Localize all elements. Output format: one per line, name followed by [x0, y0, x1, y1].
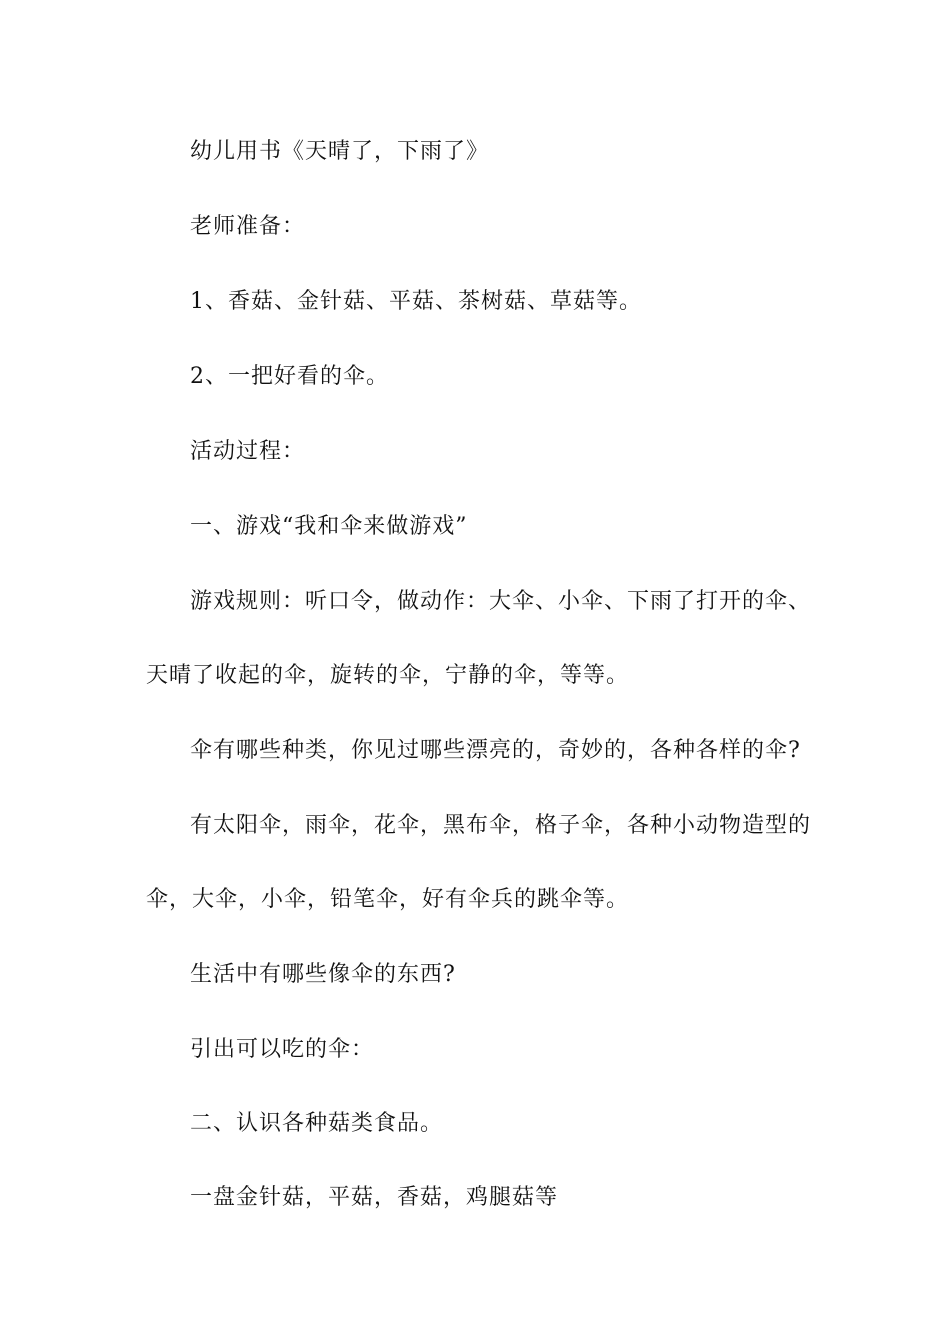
- paragraph-umbrella-types-cont: 伞，大伞，小伞，铅笔伞，好有伞兵的跳伞等。: [146, 887, 630, 912]
- paragraph-umbrella-question: 伞有哪些种类，你见过哪些漂亮的，奇妙的，各种各样的伞?: [190, 738, 801, 763]
- paragraph-process-heading: 活动过程：: [190, 439, 306, 464]
- paragraph-teacher-prep-heading: 老师准备：: [190, 214, 306, 239]
- paragraph-section-2-heading: 二、认识各种菇类食品。: [190, 1111, 444, 1136]
- paragraph-game-rules: 游戏规则：听口令，做动作：大伞、小伞、下雨了打开的伞、: [190, 589, 812, 614]
- paragraph-mushroom-plate: 一盘金针菇，平菇，香菇，鸡腿菇等: [190, 1185, 559, 1210]
- paragraph-umbrella-types: 有太阳伞，雨伞，花伞，黑布伞，格子伞，各种小动物造型的: [190, 813, 812, 838]
- paragraph-section-1-heading: 一、游戏“我和伞来做游戏”: [190, 514, 468, 539]
- paragraph-book-title: 幼儿用书《天晴了，下雨了》: [190, 139, 490, 164]
- paragraph-life-question: 生活中有哪些像伞的东西?: [190, 962, 456, 987]
- paragraph-game-rules-cont: 天晴了收起的伞，旋转的伞，宁静的伞，等等。: [146, 663, 630, 688]
- paragraph-prep-item-2: 2、一把好看的伞。: [190, 364, 389, 389]
- paragraph-edible-umbrella: 引出可以吃的伞：: [190, 1037, 375, 1062]
- paragraph-prep-item-1: 1、香菇、金针菇、平菇、茶树菇、草菇等。: [190, 289, 642, 314]
